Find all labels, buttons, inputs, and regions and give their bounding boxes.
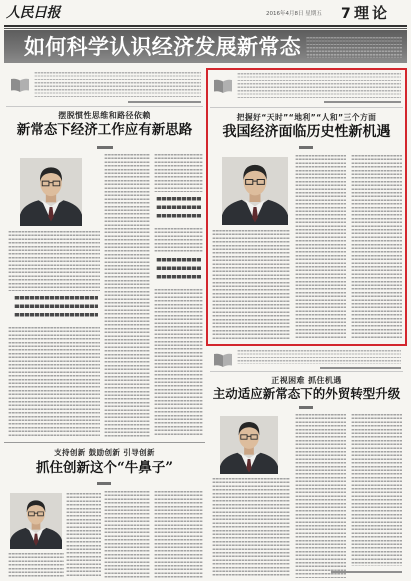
portrait-image [220, 416, 278, 474]
intro-text [237, 350, 401, 364]
article-kicker: 摆脱惯性思维和路径依赖 [58, 111, 151, 120]
intro-attribution [324, 101, 401, 103]
book-left-page [214, 354, 223, 367]
issue-date: 2016年4月8日 星期五 [266, 11, 322, 17]
article-body-text [351, 155, 402, 340]
article-body-text [104, 491, 150, 578]
intro-text [237, 73, 401, 100]
byline [299, 406, 313, 409]
banner-title: 如何科学认识经济发展新常态 [24, 35, 301, 59]
byline [97, 146, 113, 149]
article-body-text [154, 154, 203, 192]
article-body-text [8, 327, 100, 437]
article-kicker: 支持创新 鼓励创新 引导创新 [54, 448, 155, 457]
book-right-page [223, 80, 232, 93]
intro-attribution [320, 367, 401, 369]
author-photo [20, 158, 82, 226]
masthead-logo: 人民日报 [6, 6, 60, 21]
article-headline: 主动适应新常态下的外贸转型升级 [212, 386, 401, 401]
article-body-text [212, 478, 290, 578]
byline [97, 482, 111, 485]
byline [299, 146, 313, 149]
author-photo [220, 416, 278, 474]
book-glyph [10, 77, 30, 93]
article-body-text [295, 414, 346, 578]
article-headline: 我国经济面临历史性新机遇 [222, 124, 391, 140]
portrait-image [222, 157, 288, 225]
article-body-text [295, 155, 346, 340]
author-photo [10, 493, 62, 549]
book-left-page [214, 80, 223, 93]
article-body-text [8, 553, 64, 578]
article-body-text [8, 231, 100, 291]
article-body-text [154, 228, 203, 254]
article-body-text [104, 154, 150, 437]
book-left-page [11, 79, 20, 92]
article-body-text [212, 230, 290, 340]
book-icon [213, 78, 233, 94]
book-right-page [223, 354, 232, 367]
article-body-text [66, 493, 101, 578]
book-right-page [20, 79, 29, 92]
book-icon [10, 77, 30, 93]
book-glyph [213, 352, 233, 368]
section-name: 理论 [354, 4, 391, 22]
article-body-text [351, 414, 402, 566]
author-photo [222, 157, 288, 225]
header-rule-thin [4, 28, 407, 29]
pull-quote [156, 258, 201, 284]
book-glyph [213, 78, 233, 94]
header-rule [4, 25, 407, 27]
article-kicker: 把握好“天时”“地利”“人和”三个方面 [236, 113, 377, 122]
page-footer-note [331, 571, 402, 573]
article-kicker: 正视困难 抓住机遇 [271, 376, 342, 385]
intro-text [34, 72, 201, 99]
portrait-image [20, 158, 82, 226]
banner-intro-text [306, 37, 402, 58]
article-headline: 抓住创新这个“牛鼻子” [35, 460, 174, 476]
intro-attribution [128, 101, 201, 103]
article-body-text [154, 491, 203, 578]
article-divider [4, 442, 205, 443]
book-icon [213, 352, 233, 368]
portrait-image [10, 493, 62, 549]
article-body-text [154, 289, 203, 437]
pull-quote [14, 296, 98, 322]
page-number: 7 [341, 6, 351, 22]
pull-quote [156, 197, 201, 223]
article-headline: 新常态下经济工作应有新思路 [16, 122, 193, 138]
